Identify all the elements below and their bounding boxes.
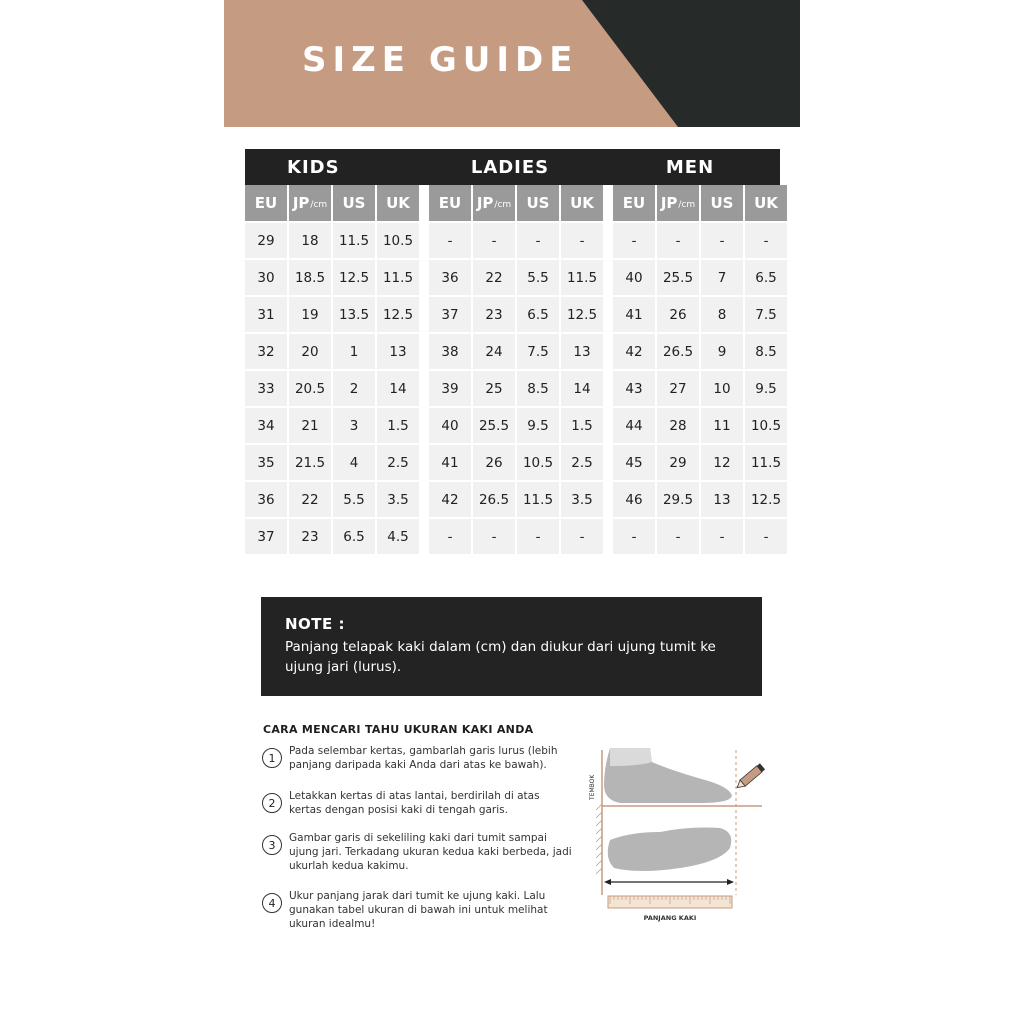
table-cell: - [657, 223, 699, 258]
column-header-label: JP [292, 194, 310, 212]
table-cell: 9 [701, 334, 743, 369]
table-cell: 22 [289, 482, 331, 517]
table-cell: 38 [429, 334, 471, 369]
table-cell: 26.5 [473, 482, 515, 517]
column-header-label: US [526, 194, 550, 212]
column-gap [421, 223, 427, 258]
column-header [745, 185, 787, 221]
table-cell: - [701, 519, 743, 554]
group-kids: KIDS [287, 156, 340, 178]
step-4 [262, 889, 574, 931]
table-cell: - [429, 223, 471, 258]
table-cell: 2.5 [561, 445, 603, 480]
table-cell: 22 [473, 260, 515, 295]
step-text: Pada selembar kertas, gambarlah garis lurus (lebih panjang daripada kaki Anda dari atas ke bawah). [289, 745, 558, 771]
size-grid [245, 185, 780, 554]
table-cell: 21 [289, 408, 331, 443]
table-cell: 18 [289, 223, 331, 258]
table-cell: 5.5 [333, 482, 375, 517]
table-cell: - [745, 223, 787, 258]
column-gap [421, 334, 427, 369]
table-cell: 7.5 [745, 297, 787, 332]
table-cell: 8 [701, 297, 743, 332]
table-cell: 12.5 [561, 297, 603, 332]
step-text: Letakkan kertas di atas lantai, berdirilah di atas kertas dengan posisi kaki di tengah garis. [289, 790, 540, 816]
column-header [473, 185, 515, 221]
table-cell: 45 [613, 445, 655, 480]
table-cell: 46 [613, 482, 655, 517]
column-gap [421, 297, 427, 332]
table-cell: 26 [473, 445, 515, 480]
table-cell: 6.5 [333, 519, 375, 554]
column-header-label: JP [660, 194, 678, 212]
table-cell: 36 [245, 482, 287, 517]
table-cell: 4.5 [377, 519, 419, 554]
table-cell: 11.5 [517, 482, 559, 517]
table-cell: - [701, 223, 743, 258]
note-box [261, 597, 762, 696]
wall-hatch [596, 804, 602, 874]
table-cell: 20.5 [289, 371, 331, 406]
step-number: 1 [262, 748, 282, 768]
table-cell: 36 [429, 260, 471, 295]
column-header-label: US [710, 194, 734, 212]
table-cell: 6.5 [517, 297, 559, 332]
table-cell: 23 [473, 297, 515, 332]
table-cell: 35 [245, 445, 287, 480]
table-cell: 13 [701, 482, 743, 517]
header-banner [224, 0, 800, 127]
column-gap [421, 260, 427, 295]
note-title: NOTE : [285, 615, 346, 633]
table-cell: - [561, 223, 603, 258]
table-cell: 12.5 [377, 297, 419, 332]
table-cell: 2 [333, 371, 375, 406]
column-header [377, 185, 419, 221]
table-cell: - [473, 519, 515, 554]
table-cell: 1 [333, 334, 375, 369]
note-text: Panjang telapak kaki dalam (cm) dan diukur dari ujung tumit ke ujung jari (lurus). [285, 639, 716, 675]
table-cell: 34 [245, 408, 287, 443]
table-cell: 7.5 [517, 334, 559, 369]
table-cell: 37 [245, 519, 287, 554]
table-cell: 42 [613, 334, 655, 369]
column-header-label: EU [438, 194, 462, 212]
column-gap [605, 408, 611, 443]
column-header-label: UK [570, 194, 594, 212]
table-cell: 41 [429, 445, 471, 480]
column-header-label: EU [622, 194, 646, 212]
column-gap [421, 371, 427, 406]
table-cell: - [517, 519, 559, 554]
table-cell: 7 [701, 260, 743, 295]
table-cell: 40 [429, 408, 471, 443]
column-header-label: US [342, 194, 366, 212]
step-number: 3 [262, 835, 282, 855]
table-cell: 1.5 [377, 408, 419, 443]
table-cell: 21.5 [289, 445, 331, 480]
table-cell: 10 [701, 371, 743, 406]
table-cell: 3.5 [561, 482, 603, 517]
step-text: Ukur panjang jarak dari tumit ke ujung kaki. Lalu gunakan tabel ukuran di bawah ini untuk melihat ukuran idealmu! [289, 890, 548, 930]
column-header [657, 185, 699, 221]
table-cell: - [657, 519, 699, 554]
step-1 [262, 744, 574, 772]
column-header-label: EU [254, 194, 278, 212]
column-gap [421, 482, 427, 517]
table-cell: 12.5 [745, 482, 787, 517]
table-cell: 29.5 [657, 482, 699, 517]
table-cell: - [745, 519, 787, 554]
column-header [701, 185, 743, 221]
table-cell: 13 [561, 334, 603, 369]
column-gap [605, 519, 611, 554]
column-header-label: UK [754, 194, 778, 212]
sock-cuff [610, 748, 652, 766]
table-cell: 9.5 [517, 408, 559, 443]
table-cell: 23 [289, 519, 331, 554]
table-cell: 32 [245, 334, 287, 369]
table-cell: 24 [473, 334, 515, 369]
table-cell: 37 [429, 297, 471, 332]
table-cell: 11 [701, 408, 743, 443]
column-header-label: UK [386, 194, 410, 212]
column-gap [605, 185, 611, 221]
step-number: 4 [262, 893, 282, 913]
table-cell: 19 [289, 297, 331, 332]
column-header [561, 185, 603, 221]
table-cell: 39 [429, 371, 471, 406]
table-cell: 10.5 [745, 408, 787, 443]
table-cell: 14 [377, 371, 419, 406]
column-gap [605, 334, 611, 369]
table-cell: 41 [613, 297, 655, 332]
column-header [245, 185, 287, 221]
table-cell: 3 [333, 408, 375, 443]
table-cell: 6.5 [745, 260, 787, 295]
table-cell: 33 [245, 371, 287, 406]
table-cell: 9.5 [745, 371, 787, 406]
table-cell: - [613, 223, 655, 258]
column-header-label: JP [476, 194, 494, 212]
column-gap [605, 260, 611, 295]
jp-suffix: /cm [310, 199, 328, 210]
table-cell: 11.5 [333, 223, 375, 258]
group-ladies: LADIES [470, 156, 550, 178]
column-header [517, 185, 559, 221]
table-cell: 30 [245, 260, 287, 295]
table-cell: 26 [657, 297, 699, 332]
step-text: Gambar garis di sekeliling kaki dari tumit sampai ujung jari. Terkadang ukuran kedua kaki berbeda, jadi ukurlah kedua kakimu. [289, 832, 572, 872]
table-cell: 14 [561, 371, 603, 406]
column-header [289, 185, 331, 221]
wall-label: TEMBOK [589, 774, 596, 800]
table-cell: 5.5 [517, 260, 559, 295]
column-gap [421, 519, 427, 554]
table-cell: 1.5 [561, 408, 603, 443]
column-header [429, 185, 471, 221]
column-gap [421, 408, 427, 443]
jp-suffix: /cm [494, 199, 512, 210]
table-cell: 28 [657, 408, 699, 443]
table-cell: - [517, 223, 559, 258]
table-cell: 25 [473, 371, 515, 406]
group-men: MEN [665, 156, 715, 178]
foot-top [608, 828, 732, 872]
table-cell: - [613, 519, 655, 554]
jp-suffix: /cm [678, 199, 696, 210]
table-cell: 12.5 [333, 260, 375, 295]
table-cell: 43 [613, 371, 655, 406]
column-gap [605, 482, 611, 517]
size-table [245, 149, 780, 554]
column-gap [605, 445, 611, 480]
table-cell: 25.5 [473, 408, 515, 443]
table-cell: 44 [613, 408, 655, 443]
step-number: 2 [262, 793, 282, 813]
table-cell: 10.5 [377, 223, 419, 258]
table-cell: 12 [701, 445, 743, 480]
table-cell: 20 [289, 334, 331, 369]
table-cell: 2.5 [377, 445, 419, 480]
column-header [613, 185, 655, 221]
table-cell: 25.5 [657, 260, 699, 295]
table-cell: 10.5 [517, 445, 559, 480]
group-header-bar [245, 149, 780, 185]
table-cell: 8.5 [745, 334, 787, 369]
column-gap [605, 223, 611, 258]
column-gap [421, 185, 427, 221]
table-cell: 40 [613, 260, 655, 295]
table-cell: 42 [429, 482, 471, 517]
howto-title: CARA MENCARI TAHU UKURAN KAKI ANDA [263, 723, 534, 736]
column-header [333, 185, 375, 221]
column-gap [605, 371, 611, 406]
column-gap [605, 297, 611, 332]
table-cell: 8.5 [517, 371, 559, 406]
table-cell: 11.5 [377, 260, 419, 295]
step-2 [262, 789, 574, 817]
table-cell: 11.5 [745, 445, 787, 480]
table-cell: - [429, 519, 471, 554]
pencil-icon [735, 763, 765, 790]
table-cell: 3.5 [377, 482, 419, 517]
table-cell: 13 [377, 334, 419, 369]
table-cell: 29 [245, 223, 287, 258]
ruler-label: PANJANG KAKI [643, 914, 697, 922]
foot-measure-illustration [580, 740, 770, 930]
table-cell: 29 [657, 445, 699, 480]
column-gap [421, 445, 427, 480]
table-cell: - [561, 519, 603, 554]
page-title: SIZE GUIDE [302, 40, 579, 80]
table-cell: 26.5 [657, 334, 699, 369]
table-cell: 31 [245, 297, 287, 332]
table-cell: 4 [333, 445, 375, 480]
table-cell: 13.5 [333, 297, 375, 332]
table-cell: 18.5 [289, 260, 331, 295]
table-cell: 27 [657, 371, 699, 406]
table-cell: 11.5 [561, 260, 603, 295]
table-cell: - [473, 223, 515, 258]
step-3 [262, 831, 574, 873]
